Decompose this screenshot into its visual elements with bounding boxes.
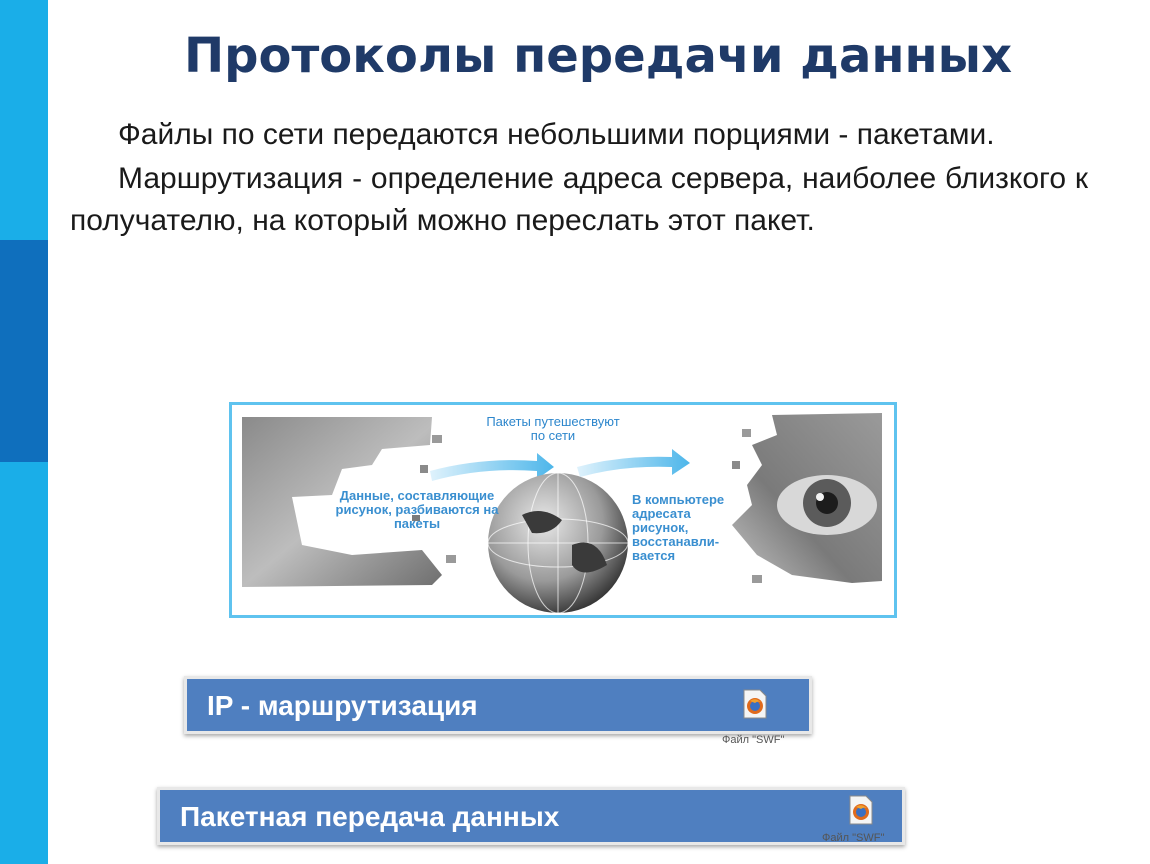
flash-file-icon[interactable] [742, 689, 768, 719]
packet-illustration [229, 402, 897, 618]
swf-file-caption-2: Файл "SWF" [822, 832, 885, 844]
ip-routing-label: IP - маршрутизация [207, 690, 478, 721]
slide-body [70, 114, 1088, 244]
sidebar-segment-top [0, 0, 48, 240]
paragraph-routing: Маршрутизация - определение адреса сервера, наиболее близкого к получателю, на который можно переслать этот пакет. [70, 162, 1088, 237]
left-sidebar [0, 0, 48, 864]
sidebar-segment-middle [0, 240, 48, 462]
caption-picture-restored: В компьютере адресата рисунок, восстанавли- вается [632, 492, 725, 563]
caption-packets-travel: Пакеты путешествуют по сети [486, 414, 620, 443]
arrow-right [577, 449, 690, 477]
ip-routing-link[interactable] [184, 676, 812, 734]
flash-file-icon[interactable] [848, 795, 874, 825]
packet-transfer-label: Пакетная передача данных [180, 801, 560, 832]
sidebar-segment-bottom [0, 462, 48, 864]
slide-title: Протоколы передачи данных [183, 28, 1013, 84]
caption-data-split: Данные, составляющие рисунок, разбиваются на пакеты [335, 488, 499, 531]
paragraph-packets: Файлы по сети передаются небольшими порциями - пакетами. [118, 118, 995, 151]
packet-transfer-link[interactable] [157, 787, 905, 845]
swf-file-caption-1: Файл "SWF" [722, 734, 785, 746]
